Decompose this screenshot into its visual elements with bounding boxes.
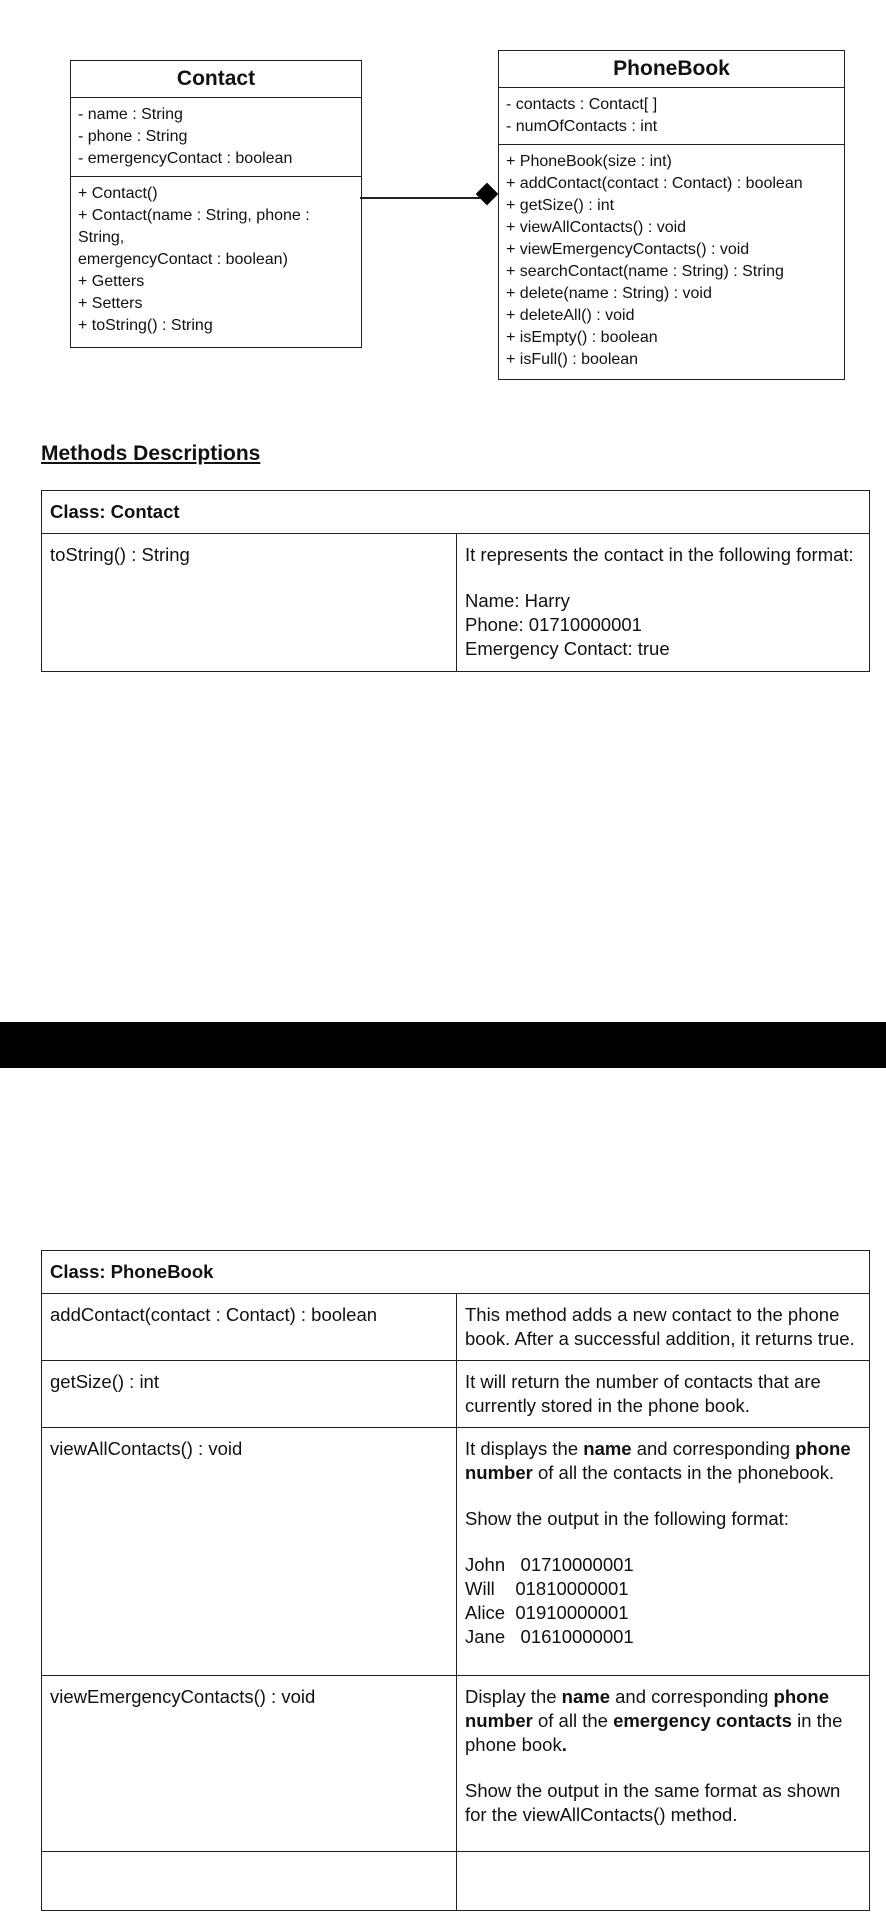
uml-method: + PhoneBook(size : int) <box>506 153 672 170</box>
uml-phonebook-methods <box>499 144 844 379</box>
method-signature-empty <box>42 1852 457 1911</box>
uml-method: + delete(name : String) : void <box>506 285 712 302</box>
table-row <box>42 1676 870 1852</box>
composition-line <box>360 197 482 199</box>
uml-attribute: - name : String <box>78 106 183 123</box>
uml-contact-title: Contact <box>71 61 361 98</box>
method-description <box>457 1428 870 1676</box>
table-header-row <box>42 491 870 534</box>
method-signature: addContact(contact : Contact) : boolean <box>42 1294 457 1361</box>
uml-method: + viewAllContacts() : void <box>506 219 687 236</box>
bold-run: name <box>561 1686 610 1707</box>
composition-diamond-icon <box>476 183 499 206</box>
uml-method: emergencyContact : boolean) <box>78 251 288 268</box>
method-signature: viewEmergencyContacts() : void <box>42 1676 457 1852</box>
format-line: Emergency Contact: true <box>465 638 670 659</box>
table-row <box>42 1294 870 1361</box>
uml-attribute: - numOfContacts : int <box>506 118 658 135</box>
uml-method: + deleteAll() : void <box>506 307 635 324</box>
phonebook-methods-table <box>41 1250 870 1911</box>
table-row <box>42 1852 870 1911</box>
bold-run: emergency contacts <box>613 1710 792 1731</box>
uml-method: + Contact(name : String, phone : String, <box>78 207 315 246</box>
output-line: Will 01810000001 <box>465 1578 629 1599</box>
text-run: Display the <box>465 1686 562 1707</box>
text-run: of all the <box>532 1710 614 1731</box>
uml-attribute: - emergencyContact : boolean <box>78 150 293 167</box>
method-signature: toString() : String <box>42 534 457 672</box>
text-run: and corresponding <box>631 1438 796 1459</box>
uml-phonebook-class <box>498 50 845 380</box>
class-label: Class: PhoneBook <box>42 1251 870 1294</box>
uml-attribute: - contacts : Contact[ ] <box>506 96 658 113</box>
bold-run: . <box>561 1734 567 1755</box>
bold-run: phone number <box>465 1686 830 1731</box>
bold-run: phone number <box>465 1438 851 1483</box>
contact-methods-table <box>41 490 870 672</box>
description-text: It represents the contact in the following format: <box>465 544 854 565</box>
bold-run: name <box>583 1438 632 1459</box>
class-label: Class: Contact <box>42 491 870 534</box>
table-row <box>42 1428 870 1676</box>
format-line: Phone: 01710000001 <box>465 614 642 635</box>
text-run: of all the contacts in the phonebook. <box>532 1462 835 1483</box>
methods-descriptions-heading: Methods Descriptions <box>41 442 261 465</box>
description-text: Show the output in the same format as shown for the viewAllContacts() method. <box>465 1780 841 1825</box>
method-description <box>457 534 870 672</box>
text-run: in the phone book <box>465 1710 843 1755</box>
uml-method: + searchContact(name : String) : String <box>506 263 784 280</box>
format-line: Name: Harry <box>465 590 570 611</box>
uml-contact-class <box>70 60 362 348</box>
uml-method: + Contact() <box>78 185 158 202</box>
uml-method: + toString() : String <box>78 317 213 334</box>
output-line: Alice 01910000001 <box>465 1602 629 1623</box>
uml-method: + isFull() : boolean <box>506 351 639 368</box>
black-band <box>0 1022 886 1068</box>
output-line: John 01710000001 <box>465 1554 634 1575</box>
description-text <box>465 1437 861 1485</box>
description-text: Show the output in the following format: <box>465 1508 789 1529</box>
uml-method: + Getters <box>78 273 145 290</box>
method-description <box>457 1676 870 1852</box>
table-row <box>42 534 870 672</box>
table-header-row <box>42 1251 870 1294</box>
uml-method: + getSize() : int <box>506 197 615 214</box>
output-line: Jane 01610000001 <box>465 1626 634 1647</box>
text-run: It displays the <box>465 1438 584 1459</box>
table-row <box>42 1361 870 1428</box>
method-description-empty <box>457 1852 870 1911</box>
text-run: and corresponding <box>609 1686 774 1707</box>
method-signature: viewAllContacts() : void <box>42 1428 457 1676</box>
uml-contact-attributes <box>71 98 361 176</box>
method-signature: getSize() : int <box>42 1361 457 1428</box>
uml-method: + viewEmergencyContacts() : void <box>506 241 750 258</box>
uml-method: + Setters <box>78 295 143 312</box>
description-text <box>465 1685 861 1757</box>
uml-phonebook-title: PhoneBook <box>499 51 844 88</box>
format-example <box>465 589 861 661</box>
method-description: This method adds a new contact to the phone book. After a successful addition, it returns true. <box>457 1294 870 1361</box>
method-description: It will return the number of contacts that are currently stored in the phone book. <box>457 1361 870 1428</box>
uml-method: + addContact(contact : Contact) : boolean <box>506 175 803 192</box>
uml-contact-methods <box>71 176 361 347</box>
uml-phonebook-attributes <box>499 88 844 144</box>
output-example <box>465 1553 861 1649</box>
uml-attribute: - phone : String <box>78 128 188 145</box>
uml-method: + isEmpty() : boolean <box>506 329 658 346</box>
